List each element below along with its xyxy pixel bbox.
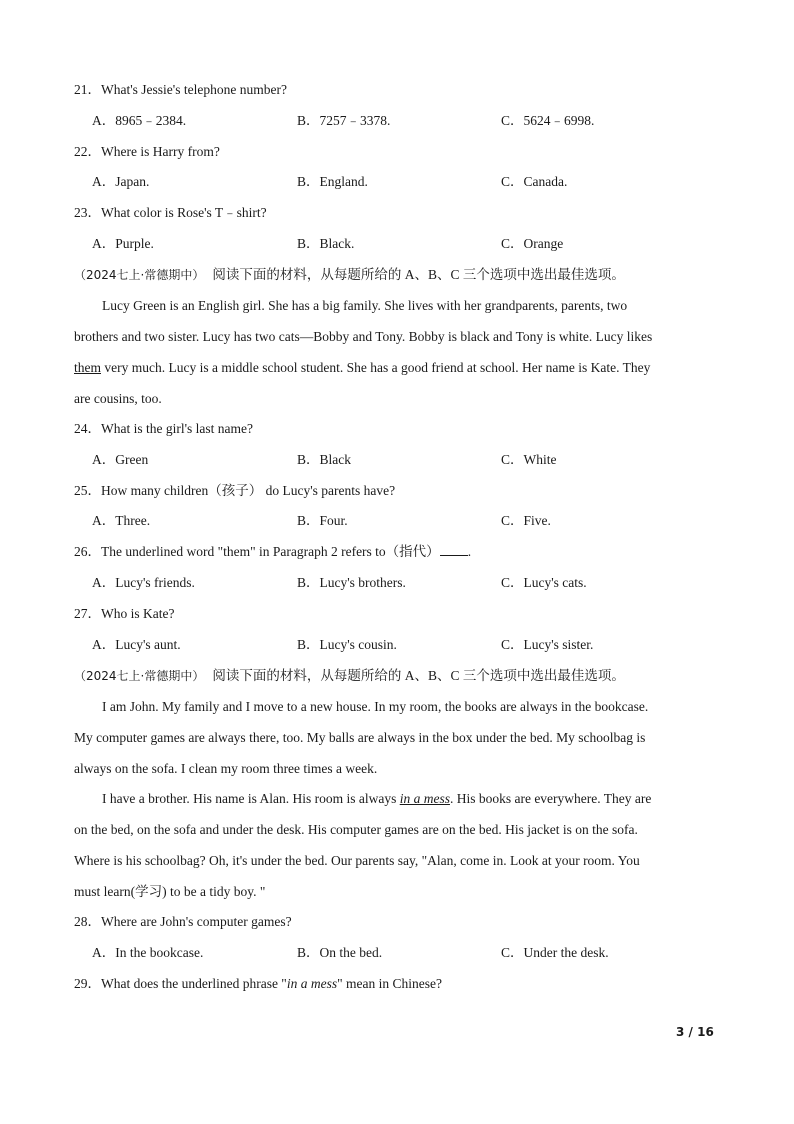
- question-end: .: [467, 544, 472, 559]
- option-a[interactable]: A．Lucy's aunt.: [92, 637, 181, 652]
- option-a[interactable]: A．Three.: [92, 513, 151, 528]
- passage-line: Where is his schoolbag? Oh, it's under the bed. Our parents say, "Alan, come in. Look at your room. You: [74, 853, 640, 868]
- question-26: [74, 543, 794, 561]
- option-a[interactable]: A．Japan.: [92, 174, 150, 189]
- question-24: [74, 420, 794, 438]
- option-b[interactable]: B．Lucy's brothers.: [297, 575, 406, 590]
- underlined-phrase: in a mess: [399, 791, 450, 806]
- option-c[interactable]: C．White: [501, 452, 557, 467]
- answer-blank[interactable]: [440, 543, 468, 556]
- question-28: [74, 913, 794, 931]
- passage-text: I have a brother. His name is Alan. His room is always: [102, 791, 400, 806]
- section-instruction: 阅读下面的材料，从每题所给的 A、B、C 三个选项中选出最佳选项。: [212, 267, 625, 282]
- question-number: 22．: [74, 144, 101, 159]
- passage-line: [74, 359, 720, 377]
- question-number: 29．: [74, 976, 101, 991]
- source-tag: （2024七上·常德期中）: [74, 669, 205, 683]
- option-b[interactable]: B．Black.: [297, 236, 355, 251]
- question-number: 25．: [74, 483, 101, 498]
- question-text: The underlined word "them" in Paragraph 2 refers to（指代）: [101, 544, 440, 559]
- passage-line: always on the sofa. I clean my room three times a week.: [74, 761, 378, 776]
- question-text: How many children（孩子） do Lucy's parents have?: [101, 483, 396, 498]
- page-number: 3 / 16: [676, 1025, 714, 1039]
- passage-line: I am John. My family and I move to a new house. In my room, the books are always in the bookcase.: [102, 699, 649, 714]
- question-29: [74, 975, 794, 993]
- option-a[interactable]: A．In the bookcase.: [92, 945, 204, 960]
- option-a[interactable]: A．Purple.: [92, 236, 154, 251]
- passage-line: on the bed, on the sofa and under the desk. His computer games are on the bed. His jacket is on the sofa.: [74, 822, 638, 837]
- section-source: [74, 266, 794, 284]
- passage-line: My computer games are always there, too. My balls are always in the box under the bed. My schoolbag is: [74, 730, 646, 745]
- question-number: 23．: [74, 205, 101, 220]
- underlined-word: them: [74, 360, 101, 375]
- question-22: [74, 143, 794, 161]
- passage-line: must learn(学习) to be a tidy boy. ": [74, 884, 266, 899]
- passage-line: brothers and two sister. Lucy has two cats—Bobby and Tony. Bobby is black and Tony is white. Lucy likes: [74, 329, 653, 344]
- italic-phrase: in a mess: [286, 976, 338, 991]
- option-c[interactable]: C．Canada.: [501, 174, 568, 189]
- option-b[interactable]: B．Black: [297, 452, 351, 467]
- question-number: 27．: [74, 606, 101, 621]
- question-text: What is the girl's last name?: [101, 421, 254, 436]
- question-number: 28．: [74, 914, 101, 929]
- question-25: [74, 482, 794, 500]
- question-text: " mean in Chinese?: [337, 976, 442, 991]
- option-c[interactable]: C．Five.: [501, 513, 551, 528]
- passage-line: are cousins, too.: [74, 391, 162, 406]
- option-a[interactable]: A．Lucy's friends.: [92, 575, 195, 590]
- question-text: What color is Rose's T﹣shirt?: [101, 205, 267, 220]
- question-number: 26．: [74, 544, 101, 559]
- option-b[interactable]: B．Lucy's cousin.: [297, 637, 397, 652]
- option-b[interactable]: B．7257﹣3378.: [297, 113, 391, 128]
- question-21: [74, 81, 794, 99]
- passage-text: very much. Lucy is a middle school student. She has a good friend at school. Her name is Kate. They: [101, 360, 651, 375]
- option-c[interactable]: C．Under the desk.: [501, 945, 609, 960]
- passage-text: . His books are everywhere. They are: [449, 791, 652, 806]
- question-text: Who is Kate?: [101, 606, 175, 621]
- option-a[interactable]: A．8965﹣2384.: [92, 113, 187, 128]
- passage-line: Lucy Green is an English girl. She has a big family. She lives with her grandparents, parents, two: [102, 298, 628, 313]
- question-text: What does the underlined phrase ": [101, 976, 287, 991]
- option-b[interactable]: B．On the bed.: [297, 945, 383, 960]
- option-a[interactable]: A．Green: [92, 452, 149, 467]
- section-source: [74, 667, 794, 685]
- passage-line: [74, 790, 748, 808]
- question-text: Where is Harry from?: [101, 144, 220, 159]
- option-c[interactable]: C．Orange: [501, 236, 564, 251]
- option-b[interactable]: B．England.: [297, 174, 368, 189]
- question-text: Where are John's computer games?: [101, 914, 292, 929]
- question-23: [74, 204, 794, 222]
- question-number: 24．: [74, 421, 101, 436]
- source-tag: （2024七上·常德期中）: [74, 268, 205, 282]
- question-text: What's Jessie's telephone number?: [101, 82, 287, 97]
- section-instruction: 阅读下面的材料，从每题所给的 A、B、C 三个选项中选出最佳选项。: [212, 668, 625, 683]
- question-27: [74, 605, 794, 623]
- question-number: 21．: [74, 82, 101, 97]
- option-b[interactable]: B．Four.: [297, 513, 348, 528]
- option-c[interactable]: C．5624﹣6998.: [501, 113, 595, 128]
- option-c[interactable]: C．Lucy's sister.: [501, 637, 594, 652]
- option-c[interactable]: C．Lucy's cats.: [501, 575, 587, 590]
